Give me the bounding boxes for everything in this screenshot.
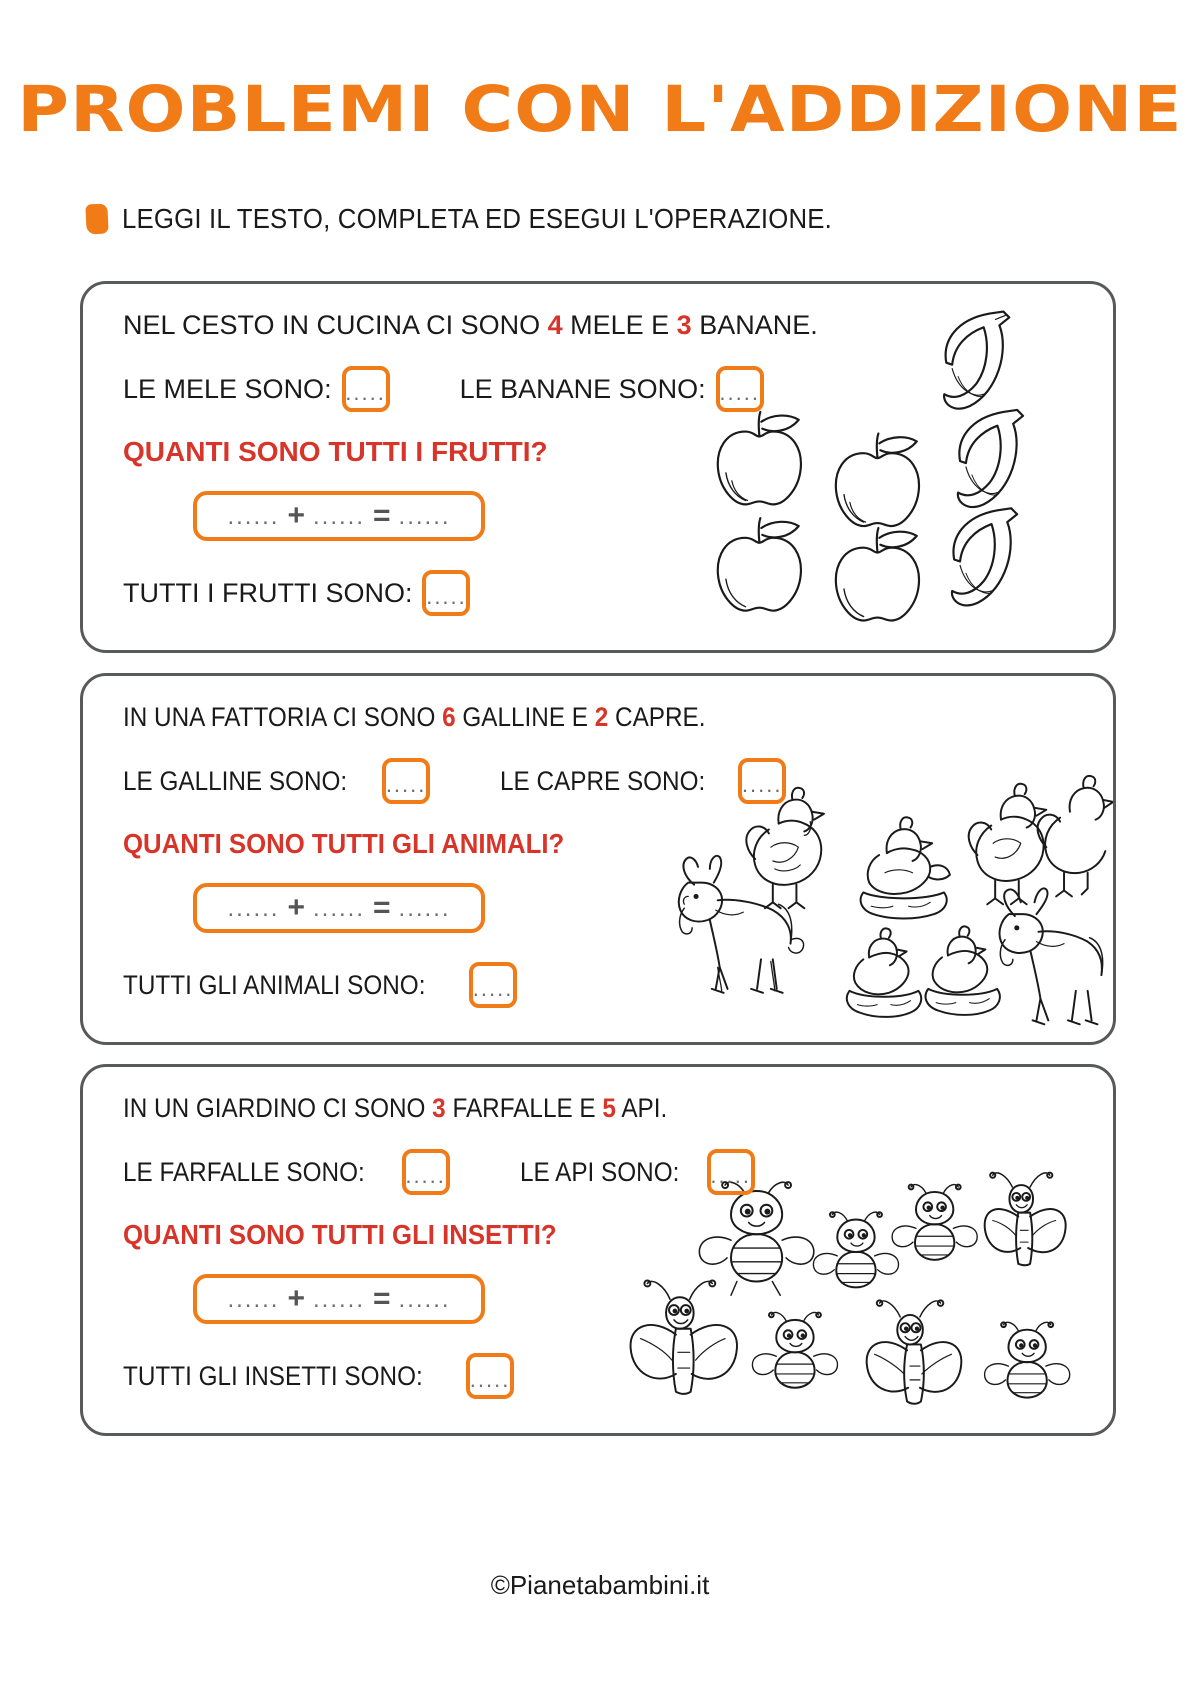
final-label: TUTTI GLI INSETTI SONO: <box>123 1360 423 1391</box>
plus-sign-icon: + <box>287 1282 305 1315</box>
final-label: TUTTI I FRUTTI SONO: <box>123 577 413 608</box>
answer-dots: ..... <box>385 772 427 797</box>
operand-1-blank: ...... <box>227 1286 280 1313</box>
problem-prompt <box>123 310 818 341</box>
prompt-part: BANANE. <box>691 310 818 340</box>
operand-2-blank: ...... <box>312 895 365 922</box>
equals-sign-icon: = <box>373 1282 391 1315</box>
prompt-number: 3 <box>676 310 692 340</box>
prompt-part: NEL CESTO IN CUCINA CI SONO <box>123 310 548 340</box>
sub-label-2: LE CAPRE SONO: <box>500 765 706 796</box>
prompt-number: 5 <box>602 1093 616 1123</box>
footer-credit: ©Pianetabambini.it <box>490 1570 710 1600</box>
answer-box-total[interactable] <box>469 962 517 1008</box>
answer-dots: ..... <box>710 1163 751 1188</box>
final-answer-row <box>123 570 470 616</box>
sub-answer-first <box>123 366 390 412</box>
sub-answer-second <box>460 366 764 412</box>
prompt-part: FARFALLE E <box>445 1093 603 1123</box>
problem-box-1 <box>80 281 1116 653</box>
result-blank: ...... <box>398 503 451 530</box>
sub-label-1: LE GALLINE SONO: <box>123 765 348 796</box>
prompt-part: API. <box>615 1093 668 1123</box>
plus-sign-icon: + <box>287 891 305 924</box>
sub-label-2: LE API SONO: <box>519 1156 679 1187</box>
answer-box-first[interactable] <box>402 1149 450 1195</box>
sub-label-1: LE FARFALLE SONO: <box>123 1156 365 1187</box>
sub-answer-second <box>520 1149 755 1195</box>
problem-box-2 <box>80 673 1116 1045</box>
sub-answer-second <box>500 758 786 804</box>
equals-sign-icon: = <box>373 891 391 924</box>
bullet-square-icon <box>85 203 109 234</box>
answer-dots: ..... <box>719 380 760 405</box>
answer-box-total[interactable] <box>466 1353 514 1399</box>
problem-prompt <box>123 702 706 733</box>
prompt-number: 6 <box>442 702 456 732</box>
answer-box-first[interactable] <box>382 758 430 804</box>
answer-box-first[interactable] <box>342 366 390 412</box>
sub-answer-row <box>123 366 1093 412</box>
prompt-number: 3 <box>432 1093 446 1123</box>
illustration-butterflies-and-bees <box>593 1067 1113 1433</box>
final-answer-row <box>123 1353 514 1399</box>
prompt-part: GALLINE E <box>455 702 595 732</box>
final-answer-row <box>123 962 517 1008</box>
prompt-part: IN UNA FATTORIA CI SONO <box>123 702 443 732</box>
instruction-row <box>86 203 1200 235</box>
sub-label-1: LE MELE SONO: <box>123 373 332 404</box>
answer-box-second[interactable] <box>707 1149 755 1195</box>
prompt-number: 4 <box>547 310 563 340</box>
answer-dots: ..... <box>345 380 386 405</box>
prompt-part: CAPRE. <box>608 702 706 732</box>
sub-answer-first <box>123 1149 450 1195</box>
plus-sign-icon: + <box>287 499 305 532</box>
problem-question: QUANTI SONO TUTTI I FRUTTI? <box>123 436 548 467</box>
instruction-text: LEGGI IL TESTO, COMPLETA ED ESEGUI L'OPERAZIONE. <box>122 203 832 234</box>
problem-question: QUANTI SONO TUTTI GLI INSETTI? <box>123 1219 557 1250</box>
operand-2-blank: ...... <box>312 1286 365 1313</box>
final-label: TUTTI GLI ANIMALI SONO: <box>123 969 426 1000</box>
sub-label-2: LE BANANE SONO: <box>459 373 706 404</box>
sub-answer-row <box>123 1149 1093 1195</box>
answer-box-second[interactable] <box>738 758 786 804</box>
problem-box-3 <box>80 1064 1116 1436</box>
answer-dots: ..... <box>405 1163 446 1188</box>
answer-box-second[interactable] <box>716 366 764 412</box>
operand-2-blank: ...... <box>312 503 365 530</box>
sub-answer-row <box>123 758 1093 804</box>
prompt-part: MELE E <box>562 310 677 340</box>
equals-sign-icon: = <box>373 499 391 532</box>
answer-dots: ..... <box>472 976 514 1001</box>
operand-1-blank: ...... <box>227 503 280 530</box>
problem-prompt <box>123 1093 667 1124</box>
sub-answer-first <box>123 758 430 804</box>
answer-box-total[interactable] <box>422 570 470 616</box>
answer-dots: ..... <box>426 584 467 609</box>
answer-dots: ..... <box>469 1367 511 1392</box>
operand-1-blank: ...... <box>227 895 280 922</box>
prompt-part: IN UN GIARDINO CI SONO <box>123 1093 433 1123</box>
answer-dots: ..... <box>741 772 783 797</box>
result-blank: ...... <box>398 895 451 922</box>
result-blank: ...... <box>398 1286 451 1313</box>
operation-box[interactable] <box>193 1274 485 1324</box>
operation-box[interactable] <box>193 491 485 541</box>
operation-box[interactable] <box>193 883 485 933</box>
illustration-chickens-and-goats <box>653 676 1113 1042</box>
page-title: PROBLEMI CON L'ADDIZIONE <box>17 73 1183 146</box>
problem-question: QUANTI SONO TUTTI GLI ANIMALI? <box>123 828 565 859</box>
prompt-number: 2 <box>594 702 609 732</box>
